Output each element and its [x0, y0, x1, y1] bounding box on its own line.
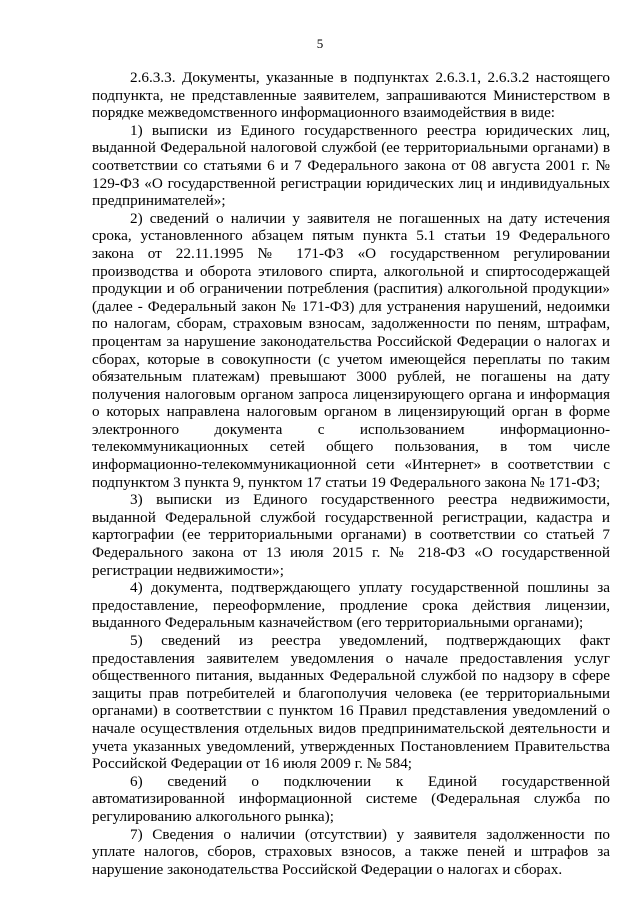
paragraph-2-6-3-3: 2.6.3.3. Документы, указанные в подпунктах 2.6.3.1, 2.6.3.2 настоящего подпункта, не представленные заявителем, запрашиваются Министерством в порядке межведомственного информационного взаимодействия в виде: — [92, 69, 610, 122]
document-body — [92, 69, 610, 878]
list-item-1: 1) выписки из Единого государственного реестра юридических лиц, выданной Федеральной налоговой службой (ее территориальными органами) в соответствии со статьями 6 и 7 Федерального закона от 08 августа 2001 г. № 129-ФЗ «О государственной регистрации юридических лиц и индивидуальных предпринимателей»; — [92, 121, 610, 210]
list-item-7: 7) Сведения о наличии (отсутствии) у заявителя задолженности по уплате налогов, сборов, страховых взносов, а также пеней и штрафов за нарушение законодательства Российской Федерации о налогах и сборах. — [92, 825, 610, 878]
list-item-6: 6) сведений о подключении к Единой государственной автоматизированной информационной системе (Федеральная служба по регулированию алкогольного рынка); — [92, 772, 610, 825]
list-item-4: 4) документа, подтверждающего уплату государственной пошлины за предоставление, переоформление, продление срока действия лицензии, выданного Федеральным казначейством (его территориальными органами); — [92, 579, 610, 632]
list-item-2: 2) сведений о наличии у заявителя не погашенных на дату истечения срока, установленного абзацем пятым пункта 5.1 статьи 19 Федерального закона от 22.11.1995 № 171-ФЗ «О государственном регулировании производства и оборота этилового спирта, алкогольной и спиртосодержащей продукции и об ограничении потребления (распития) алкогольной продукции» (далее - Федеральный закон № 171-ФЗ) для устранения нарушений, недоимки по налогам, сборам, страховым взносам, задолженности по пеням, штрафам, процентам за нарушение законодательства Российской Федерации о налогах и сборах, которые в совокупности (с учетом имеющейся переплаты по таким обязательным платежам) превышают 3000 рублей, не погашены на дату получения налоговым органом запроса лицензирующего органа и информация о которых направлена налоговым органом в лицензирующий орган в форме электронного документа с использованием информационно-телекоммуникационных сетей общего пользования, в том числе информационно-телекоммуникационной сети «Интернет» в соответствии с подпунктом 3 пункта 9, пунктом 17 статьи 19 Федерального закона № 171-ФЗ; — [92, 209, 610, 491]
list-item-3: 3) выписки из Единого государственного реестра недвижимости, выданной Федеральной службой государственной регистрации, кадастра и картографии (ее территориальными органами) в соответствии со статьей 7 Федерального закона от 13 июля 2015 г. № 218-ФЗ «О государственной регистрации недвижимости»; — [92, 491, 610, 579]
list-item-5: 5) сведений из реестра уведомлений, подтверждающих факт предоставления заявителем уведомления о начале предоставления услуг общественного питания, выданных Федеральной службой по надзору в сфере защиты прав потребителей и благополучия человека (ее территориальными органами) в соответствии с пунктом 16 Правил представления уведомлений о начале осуществления отдельных видов предпринимательской деятельности и учета указанных уведомлений, утвержденных Постановлением Правительства Российской Федерации от 16 июля 2009 г. № 584; — [92, 632, 610, 773]
page-number: 5 — [316, 36, 324, 51]
